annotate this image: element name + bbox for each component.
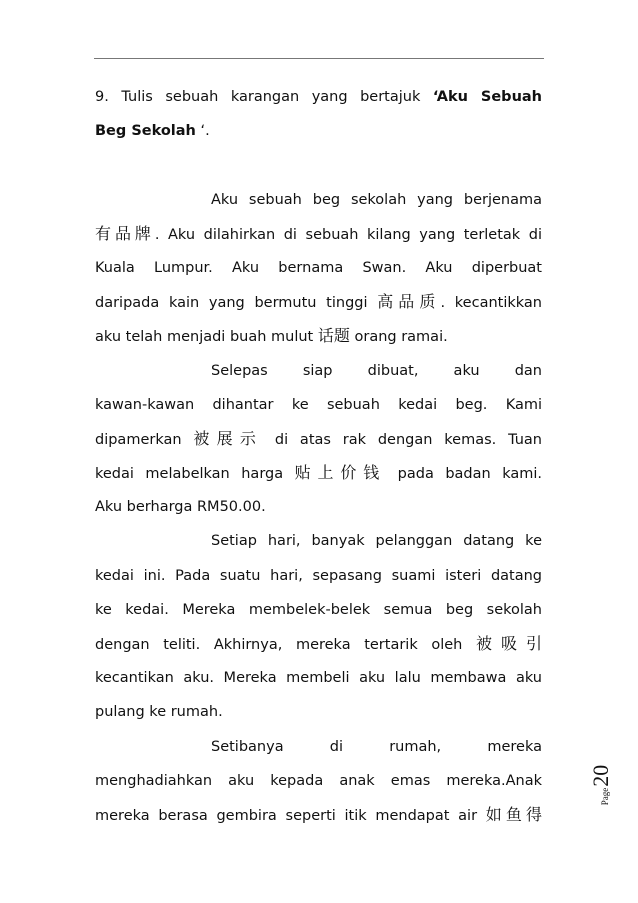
question-prefix: 9. Tulis sebuah karangan yang bertajuk bbox=[95, 89, 421, 105]
p1-text-2: . Aku dilahirkan di sebuah kilang yang terletak di bbox=[154, 226, 542, 243]
p3-line-1 bbox=[95, 524, 542, 558]
p2-cjk-1: 被展示 bbox=[193, 428, 264, 448]
p1-text-3: Kuala Lumpur. Aku bernama Swan. Aku diperbuat bbox=[95, 259, 542, 276]
p2-cjk-2: 贴上价钱 bbox=[294, 463, 387, 483]
p3-text-3: ke kedai. Mereka membelek-belek semua beg sekolah bbox=[95, 601, 542, 618]
p1-line-1 bbox=[95, 183, 542, 217]
p2-line-4 bbox=[95, 456, 542, 490]
p4-line-1 bbox=[95, 730, 542, 764]
p1-line-2 bbox=[95, 217, 542, 251]
p1-text-4a: daripada kain yang bermutu tinggi bbox=[95, 295, 378, 312]
p1-text-1: Aku sebuah beg sekolah yang berjenama bbox=[211, 191, 542, 208]
p3-text-5: kecantikan aku. Mereka membeli aku lalu membawa aku bbox=[95, 670, 542, 687]
p2-line-5 bbox=[95, 490, 542, 524]
page-number: 20 bbox=[588, 764, 613, 787]
blank-line bbox=[95, 148, 542, 182]
p2-text-1: Selepas siap dibuat, aku dan bbox=[211, 362, 542, 379]
p1-text-5b: orang ramai. bbox=[349, 329, 448, 346]
question-title-close: Beg Sekolah bbox=[95, 123, 196, 140]
page-number-label bbox=[588, 760, 618, 810]
question-title-open: ‘Aku Sebuah bbox=[432, 89, 542, 105]
essay-body bbox=[95, 80, 542, 832]
p3-line-3 bbox=[95, 593, 542, 627]
p3-text-4: dengan teliti. Akhirnya, mereka tertarik oleh bbox=[95, 637, 476, 653]
p4-text-2: menghadiahkan aku kepada anak emas mereka.Anak bbox=[95, 772, 542, 789]
p3-text-1: Setiap hari, banyak pelanggan datang ke bbox=[211, 533, 542, 550]
p3-line-5 bbox=[95, 661, 542, 695]
p3-line-2 bbox=[95, 559, 542, 593]
p4-line-2 bbox=[95, 764, 542, 798]
p3-line-6 bbox=[95, 695, 542, 729]
p2-text-2: kawan-kawan dihantar ke sebuah kedai beg. Kami bbox=[95, 396, 542, 413]
p3-text-2: kedai ini. Pada suatu hari, sepasang suami isteri datang bbox=[95, 567, 542, 584]
p1-line-3 bbox=[95, 251, 542, 285]
p3-cjk-1: 被吸引 bbox=[475, 634, 542, 653]
p2-line-2 bbox=[95, 388, 542, 422]
p4-text-1: Setibanya di rumah, mereka bbox=[211, 738, 542, 755]
p1-text-4b: . kecantikkan bbox=[440, 295, 542, 312]
p1-cjk-2: 高品质 bbox=[377, 292, 441, 312]
p1-text-5a: aku telah menjadi buah mulut bbox=[95, 329, 318, 346]
p2-line-1 bbox=[95, 354, 542, 388]
p3-text-6: pulang ke rumah. bbox=[95, 704, 223, 721]
p2-line-3 bbox=[95, 422, 542, 456]
question-suffix: ‘. bbox=[195, 123, 210, 140]
p1-cjk-1: 有品牌 bbox=[95, 223, 155, 243]
p1-line-4 bbox=[95, 285, 542, 319]
p3-line-4 bbox=[95, 627, 542, 661]
p2-text-4b: pada badan kami. bbox=[386, 466, 542, 483]
p2-text-3b: di atas rak dengan kemas. Tuan bbox=[263, 431, 542, 448]
p4-cjk-1: 如鱼得 bbox=[485, 804, 542, 824]
p1-cjk-3: 话题 bbox=[317, 326, 350, 346]
p4-line-3 bbox=[95, 798, 542, 832]
question-line-2 bbox=[95, 114, 542, 148]
p4-text-3: mereka berasa gembira seperti itik mendapat air bbox=[95, 807, 486, 824]
page-word: Page bbox=[600, 787, 610, 806]
p2-text-4a: kedai melabelkan harga bbox=[95, 466, 295, 483]
p1-line-5 bbox=[95, 319, 542, 353]
header-rule bbox=[94, 58, 544, 59]
p2-text-3a: dipamerkan bbox=[95, 431, 194, 448]
p2-text-5: Aku berharga RM50.00. bbox=[95, 499, 266, 516]
question-line-1 bbox=[95, 80, 542, 114]
